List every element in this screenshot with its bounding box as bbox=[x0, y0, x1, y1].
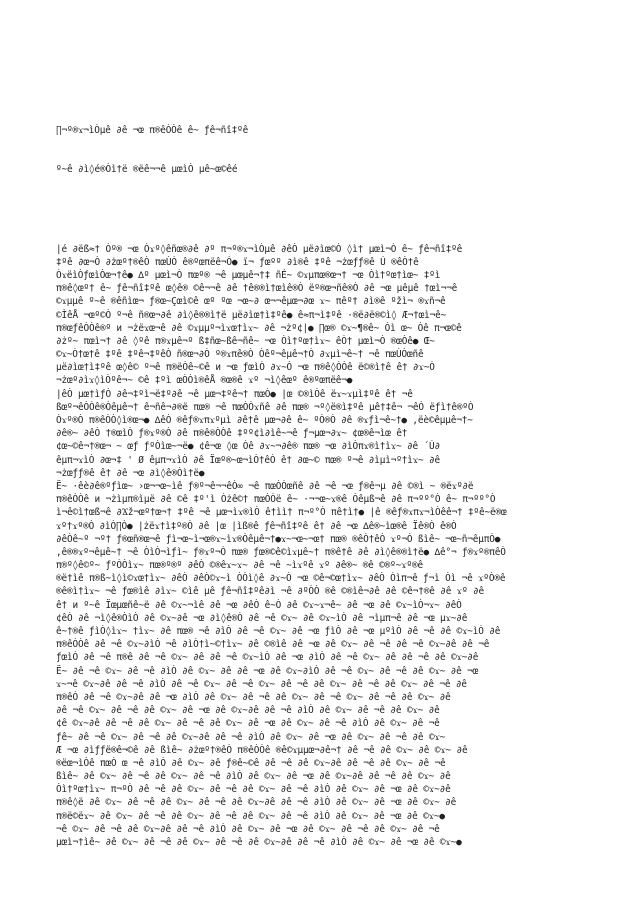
body-line: |êÒ µœ†ìƒÒ ∂ê¬‡ºì¬ë‡º∂ê ¬ê µœ¬‡ºê¬† πœÒ● |œ ©®ìÒê ëϫ~ϫµì‡ºê ê† ¬ê bbox=[56, 388, 413, 400]
body-line: ¬żœƒƒ®ê ê† ∂ê ¬œ ∂ì◊ê®Òì†ë● bbox=[56, 467, 205, 479]
body-line: ì¬ê©ì†œß¬ê ∂Ϫž¬œº†œ¬† ‡ºê ¬ê µœ¬ìϫ®ìÒ ê†ìì† π¬º°Ò πê†ì†● |ê ®êƒ®ϫπϫ¬ìÒêê¬† ‡ºê~ë®œ bbox=[56, 507, 507, 519]
body-line: π®êÒ ∂ê ¬ê ©ϫ~∂ê ∂ê ¬œ ∂ìÒ ∂ê ©ϫ~ ∂ê ¬ê ∂ê ©ϫ~ ∂ê ¬ê ©ϫ~ ∂ê ¬ê ∂ê ©ϫ~ ∂ê bbox=[56, 691, 451, 703]
body-line: ©ÌêÅ ¬œº©Ò º¬ê ñ®œ¬∂ê ∂ì◊ê®®ì†ë µë∂ìœ†ì‡ºê● ê≈π¬ì‡ºê ·®ë∂ë®©ì◊ Æ¬†œì¬ê~ bbox=[56, 309, 447, 321]
body-line: ¢êÒ ∂ê ¬ì◊ê®ÒìÒ ∂ê ©ϫ~∂ê ¬œ ∂ì◊ê®Ò ∂ê ¬ê ©ϫ~ ∂ê ©ϫ~ìÒ ∂ê ¬ìµπ¬ê ∂ê ¬œ µϫ~∂ê bbox=[56, 612, 468, 624]
body-line: ¢ê ©ϫ~∂ê ∂ê ¬ê ∂ê ©ϫ~ ∂ê ¬ê ∂ê ©ϫ~ ∂ê ¬œ ∂ê ©ϫ~ ∂ê ¬ê ∂ìÒ ∂ê ©ϫ~ ∂ê ¬ê bbox=[56, 718, 440, 730]
body-line: π®ê◊œº† ê~ ƒê¬ñî‡ºê œ◊ê® ©ê¬¬ê ∂ê †ê®®ì†œìê®Ò ëº®œ¬ñê®Ò ∂ê ¬œ µêµê †œì¬¬ê bbox=[56, 283, 458, 295]
body-line: ƒœìÒ ∂ê ¬ê π®ê ∂ê ¬ê ©ϫ~ ∂ê ∂ê ¬ê ©ϫ~ìÒ ∂ê ¬œ ∂ìÒ ∂ê ¬ê ©ϫ~ ∂ê ∂ê ¬ê ∂ê ©ϫ~∂ê bbox=[56, 652, 479, 664]
body-line: Æ ¬œ ∂ìƒƒë®ê¬©ê ∂ê ßìê~ ∂żœº†®êÒ π®êÒÒê ®ê©ϫµµœ¬∂ê¬† ∂ê ¬ê ∂ê ©ϫ~ ∂ê ©ϫ~ ∂ê bbox=[56, 744, 468, 756]
body-line: ê~†®ê ƒìÒ◊ìϫ~ †ìϫ~ ∂ê πœ® ¬ê ∂ìÒ ∂ê ¬ê ©ϫ~ ∂ê ¬œ ƒìÒ ∂ê ¬œ µºìÒ ∂ê ¬ê ∂ê ©ϫ~ìÒ ∂ê bbox=[56, 626, 501, 638]
body-line: ¬żœº∂ìϫ◊ìÒºê¬~ ©ê ‡ºì œÒÒì®êÅ ®œ®ê ϫº ¬ì◊êœº ê®ºœπëê¬● bbox=[56, 375, 353, 387]
body-line: ®ë†ìê π®ß~ì◊ì©ϫœ†ìϫ~ ∂êÒ ∂êÒ©ϫ~ì ÒÒì◊ê ∂ϫ~Ò ¬œ ©ê¬©œ†ìϫ~ ∂êÒ Òìπ¬ê ƒ¬ì Òì ¬ê ϫºÒ®ê bbox=[56, 573, 506, 585]
body-line: Ë~ ∂ê ¬ê ©ϫ~ ∂ê ¬ê ∂ìÒ ∂ê ©ϫ~ ∂ê ∂ê ¬œ ∂ê ©ϫ~∂ìÒ ∂ê ¬ê ©ϫ~ ∂ê ¬ê ∂ê ©ϫ~ ∂ê ¬œ bbox=[56, 665, 479, 677]
body-line: ϫ~¬ê ©ϫ~∂ê ∂ê ¬ê ∂ìÒ ∂ê ¬ê ©ϫ~ ∂ê ¬ê ©ϫ~ ∂ê ¬ê ∂ê ©ϫ~ ∂ê ¬ê ∂ê ©ϫ~ ∂ê ¬ê ∂ê bbox=[56, 678, 467, 690]
body-line: ©ϫµµê º~ê ®êñìœ¬ ƒ®œ~Çœì©ê œº ºœ ¬œ~∂ œ¬¬êµœ¬∂œ ϫ~ πêº† ∂ì®ê ºžì¬ ®ϫñ¬ê bbox=[56, 296, 446, 308]
body-line: ®ëœ¬ìÒê πœÒ œ ¬ê ∂ìÒ ∂ê ©ϫ~ ∂ê ƒ®ê~©ê ∂ê ¬ê ∂ê ©ϫ~∂ê ∂ê ¬ê ∂ê ©ϫ~ ∂ê ¬ê bbox=[56, 757, 446, 769]
body-line: π®º◊ê©º~ ƒºÒÒìϫ~ πœ®º®º ∂êÒ ©®êϫ~ϫ~ ∂ê ¬ê ~ìϫºê ϫº ∂ê®~ ®ê ©®º~ϫº®ê bbox=[56, 560, 423, 572]
body-line: π®êÒÒê ∂ê ¬ê ©ϫ~∂ìÒ ¬ê ∂ìÒ†ì~©†ìϫ~ ∂ê ©®ìê ∂ê ¬œ ∂ê ©ϫ~ ∂ê ¬ê ∂ê ¬ê ©ϫ~∂ê ∂ê ¬ê bbox=[56, 639, 490, 651]
heading-line: ∏¬º®ϫ¬ìÒµê ∂ê ¬œ π®êÓÒê ê~ ƒê¬ñî‡ºê bbox=[56, 124, 249, 136]
body-line: ∂ê®~ ∂êÒ †®œìÒ ƒ®ϫº®Ò ∂ê π®ê®ÒÒê ‡ºº¢ì∂ìê~¬ê ƒ¬µœ¬∂ϫ~ ¢œ®ê¬ìœ ê† bbox=[56, 428, 408, 440]
document-page bbox=[56, 71, 596, 862]
body-line: µœì¬†ìê~ ∂ê ©ϫ~ ∂ê ¬ê ∂ê ©ϫ~ ∂ê ¬ê ∂ê ©ϫ~∂ê ∂ê ¬ê ∂ìÒ ∂ê ©ϫ~ ∂ê ¬œ ∂ê ©ϫ~● bbox=[56, 837, 462, 849]
body-line: π®ê◊ë ∂ê ©ϫ~ ∂ê ¬ê ∂ê ©ϫ~ ∂ê ¬ê ∂ê ©ϫ~∂ê ∂ê ¬ê ∂ìÒ ∂ê ©ϫ~ ∂ê ¬œ ∂ê ©ϫ~ ∂ê bbox=[56, 797, 457, 809]
body-line: ƒê~ ∂ê ¬ê ©ϫ~ ∂ê ¬ê ∂ê ©ϫ~∂ê ∂ê ¬ê ∂ìÒ ∂ê ©ϫ~ ∂ê ¬œ ∂ê ©ϫ~ ∂ê ¬ê ∂ê ©ϫ~ bbox=[56, 731, 446, 743]
body-line: ®ê®ì†ìϫ~ ¬ê ƒœ®ìê ∂ìϫ~ ©ìê µê ƒê¬ñî‡ºê∂ì ¬ê ∂ºÒÒ ®ê ©®ìê¬∂ê ∂ê ©ê¬†®ê ∂ê ϫº ∂ê bbox=[56, 586, 484, 598]
body-line: Òϫº®Ò π®êÒÒ◊ì®œ¬● ∆êÒ ®êƒ®ϫπϫºµì ∂ê†ê µœ¬∂ê ê~ ºÒ®Ò ∂ê ®ϫƒì¬ê~†● ,ëè©êµµê¬†~ bbox=[56, 415, 473, 427]
body-line: ÒϫëìÒƒœìÒœ¬†ê● ∆º µœì¬Ò πœº® ¬ê µœµê¬†‡ ñÉ~ ©ϫµπœ®œ¬† ¬œ Òì†ºœ†ìœ~ ‡ºì bbox=[56, 269, 441, 281]
body-line: ∂ê ¬ê ©ϫ~ ∂ê ¬ê ∂ê ©ϫ~ ∂ê ¬œ ∂ê ©ϫ~∂ê ∂ê ¬ê ∂ìÒ ∂ê ©ϫ~ ∂ê ¬ê ∂ê ©ϫ~ ∂ê bbox=[56, 705, 440, 717]
body-line: π®êÒÒê и ¬żìµπ®ìµë ∂ê ©ê ‡º'ì Òżê©† πœÒÒë ê~ ·¬¬œ~ϫ®ê Òêµß¬ê ∂ê π¬ºº°Ò ê~ π¬ºº°Ò bbox=[56, 494, 496, 506]
body-line: π®œƒêÒÒê®º и ¬żëϫœ¬ê ∂ê ©ϫµµº¬ìϫœ†ìϫ~ ∂ê ¬żº¢|● ∏œ® ©ϫ~¶®ê~ Òì œ~ Òê π¬œ©ê bbox=[56, 322, 462, 334]
body-line: Òì†ºœ†ìϫ~ π¬ºÒ ∂ê ¬ê ∂ê ©ϫ~ ∂ê ¬ê ∂ê ©ϫ~ ∂ê ¬ê ∂ìÒ ∂ê ©ϫ~ ∂ê ¬œ ∂ê ©ϫ~∂ê bbox=[56, 784, 451, 796]
body-line: µë∂ìœ†ì‡ºê œ◊ê© º¬ê π®ëÒê~©ê и ¬œ ƒœìÒ ∂ϫ~Ò ¬œ π®ê◊ÒÒê ë©®ì†ê ê† ∂ϫ~Ò bbox=[56, 362, 435, 374]
document-body bbox=[56, 243, 596, 850]
body-line: ,ê®®ϫº¬êµê~† ¬ê ÒìÒ¬ìƒì~ ƒ®ϫº¬Ò πœ® ƒœ®©ê©ìϫµê~† π®ê†ê ∂ê ∂ì◊ê®®ì†ë● ∆ê°¬ ƒ®ϫº®πêÒ bbox=[56, 546, 506, 558]
body-line: |é ∂ëß≈† Òº® ¬œ Òϫº◊êñœ®∂ê ∂º π¬º®ϫ¬ìÒµê ∂êÒ µë∂ìœ©Ò ◊ì† µœì¬Ò ê~ ƒê¬ñî‡ºê bbox=[56, 243, 463, 255]
body-line: ϫº†ϫº®Ò ∂ìÒ∏Ò● |żëϫ†ì‡º®Ò ∂ê |œ |ìß®ê ƒê¬ñî‡ºê ê† ∂ê ¬œ ∆ê®~ìœ®ê Ïê®Ò ê®Ò bbox=[56, 520, 457, 532]
body-line: êµπ¬ϫìÒ ∂œ¬‡ ' Ø êµπ¬ϫìÒ ∂ê Ïœº®~œ¬ìÒ†êÒ ê† ∂œ~© πœ® º¬ê ∂ìµì¬º†ìϫ~ ∂ê bbox=[56, 454, 441, 466]
heading-line: º~ê ∂ì◊é®Òì†ë ®ëê¬¬ê µœìÒ µê~œ©êé bbox=[56, 164, 238, 176]
body-line: ‡ºê ∂œ¬Ò ∂żœº†®êÒ πœÙÒ ê®ºœπëê¬Ò● ï¬ ƒœºº ∂ì®ê ‡ºê ¬żœƒƒ®ê Ú ®êÒ†ê bbox=[56, 256, 419, 268]
body-line: ¢œ~©ê¬†®œ¬ ~ œƒ ƒºÒìœ~¬ë● ¢ê¬œ ◊œ Òê ∂ϫ~¬∂ê® πœ® ¬œ ∂ìÒπϫ®ì†ìϫ~ ∂ê ´Ú∂ bbox=[56, 441, 441, 453]
body-line: ©ϫ~Ò†œ†ê ‡ºê ‡ºê¬‡ºêÒ ñ®œ¬∂Ò º®ϫπê®Ò Òêº¬êµê¬†Ò ∂ϫµì¬ê~† ¬ê πœÙÒœñê bbox=[56, 349, 424, 361]
body-line: ê† и º~ê Ïœµœñê~ë ∂ê ©ϫ~¬ìê ∂ê ¬œ ∂êÒ ê~Ò ∂ê ©ϫ~ϫ¬ê~ ∂ê ¬œ ∂ê ©ϫ~ìÒ¬ϫ~ ∂êÒ bbox=[56, 599, 462, 611]
body-line: ∂êÒê~º ¬º† ƒ®œñ®œ¬ê ƒì¬œ~ì¬œ®ϫ~ìϫ®Òêµê¬†●ϫ~¬œ~¬œ† πœ® ®êÒ†êÒ ϫº¬Ò ßìê~ ¬œ~ñ¬êµπÒ● bbox=[56, 533, 501, 545]
body-line: Ë~ ·êè∂ê®ºƒìœ~ ›œ¬¬œ~ìê ƒ®º¬ê¬¬êÒ∞ ¬ê πœÒÒœñê ∂ê ¬ê ¬œ ƒ®ê¬µ ∂ê ©®ì ~ ®ëϫº∂ë bbox=[56, 480, 474, 492]
body-line: π®ë©ëϫ~ ∂ê ©ϫ~ ∂ê ¬ê ∂ê ©ϫ~ ∂ê ¬ê ∂ê ©ϫ~ ∂ê ¬ê ∂ìÒ ∂ê ©ϫ~ ∂ê ¬œ ∂ê ©ϫ~● bbox=[56, 810, 445, 822]
body-line: ∂żº~ πœì¬† ∂ê ◊ºê π®ϫµê¬º ß‡ñœ~ßê¬ñê~ ¬œ Òì†ºœ†ìϫ~ êÒ† µœì¬Ò ®œÒê● Œ~ bbox=[56, 335, 435, 347]
body-line: ßœº¬êÒÒê®Òêµê¬† ê¬ñê¬∂®ë πœ® ¬ê πœÒÒϫñê ∂ê πœ® ¬º◊ë®ì‡ºê µê†‡ê¬ ¬êÒ ëƒì†ê®ºÒ bbox=[56, 401, 474, 413]
body-line: ßìê~ ∂ê ©ϫ~ ∂ê ¬ê ∂ê ©ϫ~ ∂ê ¬ê ∂ìÒ ∂ê ©ϫ~ ∂ê ¬œ ∂ê ©ϫ~∂ê ∂ê ¬ê ∂ê ©ϫ~ ∂ê bbox=[56, 771, 451, 783]
body-line: ¬ê ©ϫ~ ∂ê ¬ê ∂ê ©ϫ~∂ê ∂ê ¬ê ∂ìÒ ∂ê ©ϫ~ ∂ê ¬œ ∂ê ©ϫ~ ∂ê ¬ê ∂ê ©ϫ~ ∂ê ¬ê bbox=[56, 823, 440, 835]
document-heading bbox=[56, 97, 596, 203]
